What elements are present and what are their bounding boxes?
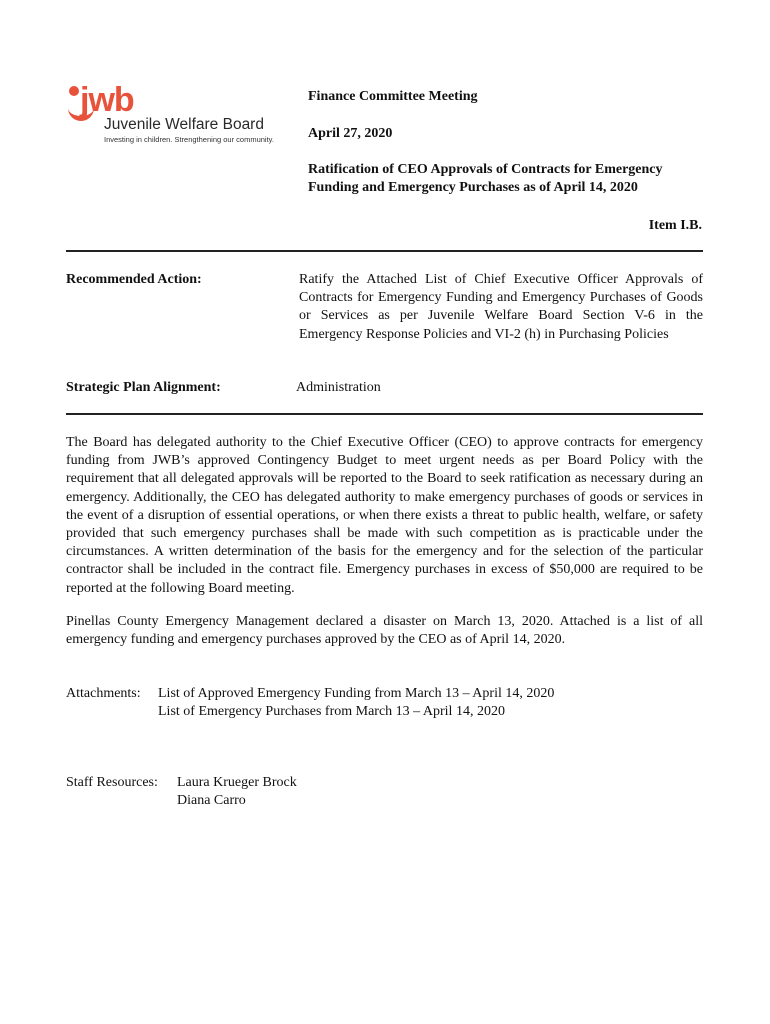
meeting-title: Finance Committee Meeting xyxy=(308,89,478,104)
staff-name: Laura Krueger Brock xyxy=(177,775,297,790)
staff-name: Diana Carro xyxy=(177,793,246,808)
staff-resources-label: Staff Resources: xyxy=(66,775,158,790)
attachment-item: List of Emergency Purchases from March 13 – April 14, 2020 xyxy=(158,704,505,719)
bottom-divider xyxy=(66,413,703,415)
body-paragraph-2: Pinellas County Emergency Management declared a disaster on March 13, 2020. Attached is a list of all emergency funding and emergency purchases approved by the CEO as of April 14, 2020. xyxy=(66,614,703,648)
item-number: Item I.B. xyxy=(648,218,702,233)
strategic-plan-value: Administration xyxy=(296,380,381,395)
subject-line-1: Ratification of CEO Approvals of Contracts for Emergency xyxy=(308,162,663,177)
attachments-label: Attachments: xyxy=(66,686,141,701)
body-paragraph-1: The Board has delegated authority to the Chief Executive Officer (CEO) to approve contracts for emergency funding from JWB’s approved Contingency Budget to meet urgent needs as per Board Policy with the requirement that all delegated approvals will be reported to the Board to seek ratification as necessary during an emergency. Additionally, the CEO has delegated authority to make emergency purchases of goods or services in the event of a disruption of essential operations, or when there exists a threat to public health, welfare, or safety provided that such emergency purchases shall be made with such competition as is practicable under the circumstances. A written determination of the basis for the emergency and for the selection of the particular contractor shall be included in the contract file. Emergency purchases in excess of $50,000 are required to be reported at the following Board meeting. xyxy=(66,435,703,596)
logo-mark: jwb xyxy=(66,80,134,120)
jwb-logo xyxy=(66,81,298,146)
top-divider xyxy=(66,250,703,252)
meeting-date: April 27, 2020 xyxy=(308,126,393,141)
recommended-action-text: Ratify the Attached List of Chief Executive Officer Approvals of Contracts for Emergency Funding and Emergency Purchases of Goods or Services as per Juvenile Welfare Board Section V-6 in the Emergency Response Policies and VI-2 (h) in Purchasing Policies xyxy=(299,272,703,342)
logo-name: Juvenile Welfare Board xyxy=(104,116,264,133)
strategic-plan-label: Strategic Plan Alignment: xyxy=(66,380,221,395)
recommended-action-label: Recommended Action: xyxy=(66,272,202,287)
attachment-item: List of Approved Emergency Funding from March 13 – April 14, 2020 xyxy=(158,686,555,701)
logo-dot-icon xyxy=(69,86,79,96)
subject-line-2: Funding and Emergency Purchases as of April 14, 2020 xyxy=(308,180,638,195)
logo-tagline: Investing in children. Strengthening our community. xyxy=(104,135,274,144)
